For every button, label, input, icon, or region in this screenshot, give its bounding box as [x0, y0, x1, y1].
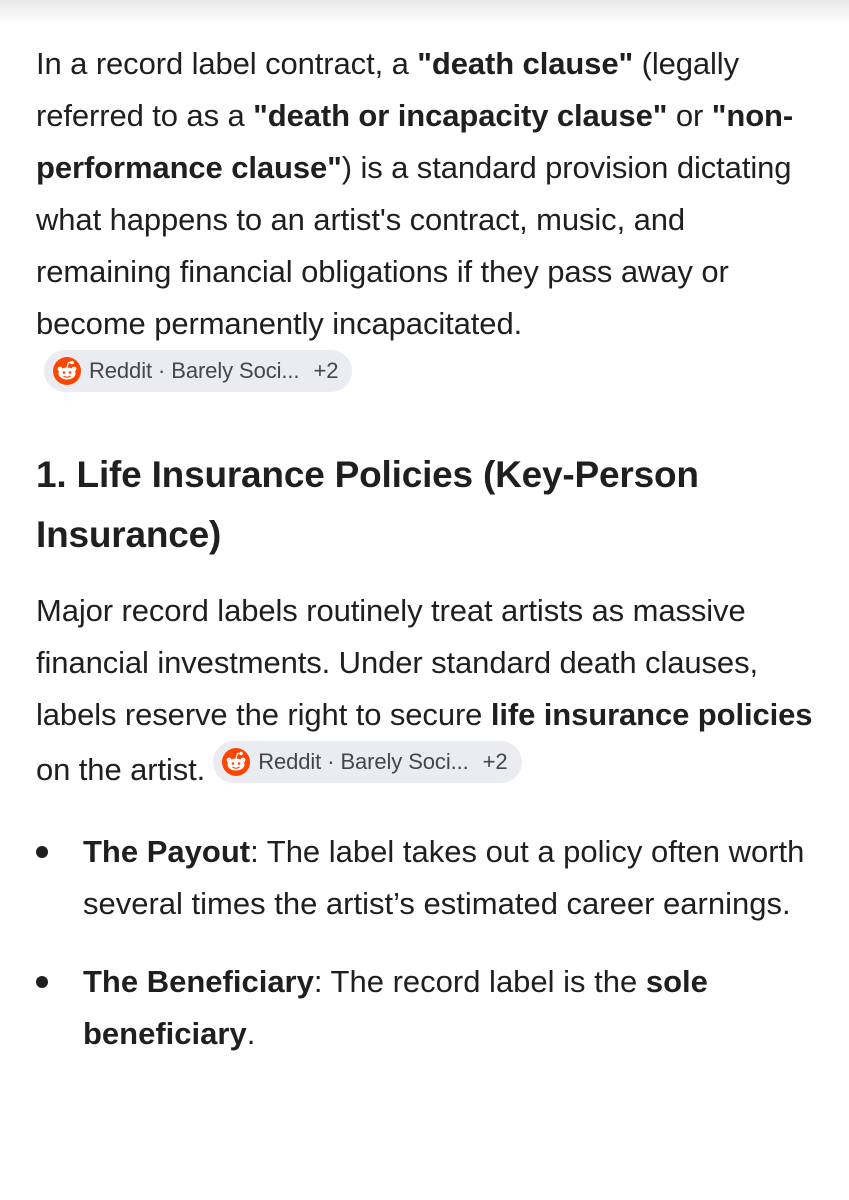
source-chip[interactable]	[213, 741, 521, 783]
chip-more-count: +2	[313, 358, 339, 383]
bullet-text: : The label takes out a policy often worth several times the artist’s estimated career earnings.	[83, 834, 805, 921]
sole-beneficiary-term: sole beneficiary	[83, 964, 708, 1051]
bullet-text: .	[246, 1016, 256, 1051]
bullet-dot	[36, 846, 48, 858]
section-paragraph	[36, 585, 826, 796]
intro-text: ) is a standard provision dictating what happens to an artist's contract, music, and remaining financial obligations if they pass away or become permanently incapacitated.	[36, 150, 792, 341]
reddit-icon	[222, 748, 250, 776]
chip-source-label: Reddit · Barely Soci...	[258, 749, 469, 774]
top-fade	[0, 0, 849, 26]
bullet-label: The Beneficiary	[83, 964, 314, 999]
bullet-list	[36, 826, 826, 1060]
chip-source-label: Reddit · Barely Soci...	[89, 358, 300, 383]
intro-text: (legally referred to as a	[36, 46, 739, 133]
bullet-dot	[36, 976, 48, 988]
answer-content	[36, 38, 826, 1086]
intro-text: In a record label contract, a	[36, 46, 418, 81]
bullet-label: The Payout	[83, 834, 251, 869]
section-text: on the artist.	[36, 752, 206, 787]
incapacity-clause-term: "death or incapacity clause"	[253, 98, 668, 133]
list-item	[36, 956, 826, 1060]
section-title: 1. Life Insurance Policies (Key-Person Insurance)	[36, 454, 699, 555]
section-text: Major record labels routinely treat artists as massive financial investments. Under standard death clauses, labels reserve the right to secure	[36, 593, 758, 732]
non-performance-clause-term: "non-performance clause"	[36, 98, 794, 185]
intro-text: or	[667, 98, 712, 133]
intro-paragraph	[36, 38, 826, 405]
bullet-text: : The record label is the	[313, 964, 646, 999]
reddit-icon	[53, 357, 81, 385]
list-item	[36, 826, 826, 930]
life-insurance-term: life insurance policies	[490, 697, 813, 732]
chip-more-count: +2	[482, 749, 508, 774]
source-chip[interactable]	[44, 350, 352, 392]
death-clause-term: "death clause"	[417, 46, 634, 81]
